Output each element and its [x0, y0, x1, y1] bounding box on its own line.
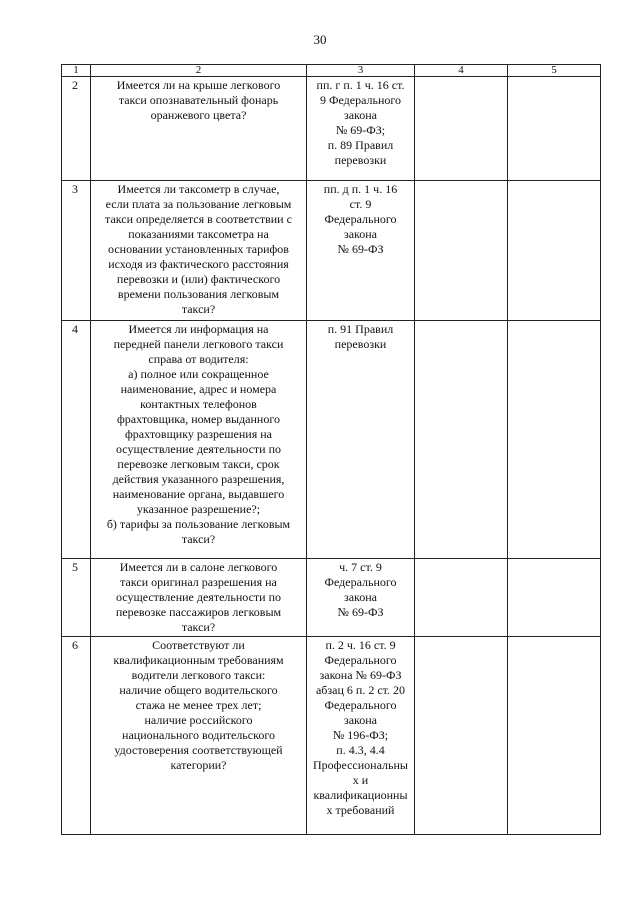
row-number-cell: 4 [62, 321, 91, 559]
answer-cell-col5[interactable] [508, 559, 601, 637]
question-line: такси? [181, 302, 216, 316]
legal-reference-cell [307, 321, 415, 559]
question-line: категории? [170, 758, 227, 772]
legal-reference-cell [307, 181, 415, 321]
question-line: Имеется ли таксометр в случае, [117, 182, 280, 196]
question-line: осуществление деятельности по [115, 590, 281, 604]
question-line: действия указанного разрешения, [112, 472, 285, 486]
table-row [62, 559, 601, 637]
legal-reference-cell [307, 77, 415, 181]
question-line: Имеется ли информация на [128, 322, 269, 336]
question-line: перевозке пассажиров легковым [115, 605, 282, 619]
reference-line: Федерального [324, 575, 397, 589]
row-number-cell: 6 [62, 637, 91, 835]
question-cell [91, 77, 307, 181]
page-number: 30 [313, 32, 327, 47]
question-line: если плата за пользование легковым [105, 197, 292, 211]
question-line: основании установленных тарифов [108, 242, 289, 256]
question-line: указанное разрешение?; [136, 502, 261, 516]
answer-cell-col4[interactable] [415, 77, 508, 181]
header-cell-1: 1 [62, 65, 91, 77]
question-line: времени пользования легковым [117, 287, 280, 301]
reference-line: п. 91 Правил [327, 322, 394, 336]
answer-cell-col5[interactable] [508, 321, 601, 559]
reference-line: пп. д п. 1 ч. 16 [323, 182, 398, 196]
header-cell-2: 2 [91, 65, 307, 77]
reference-line: закона [343, 227, 378, 241]
question-line: перевозки и (или) фактического [116, 272, 281, 286]
answer-cell-col5[interactable] [508, 637, 601, 835]
question-line: Имеется ли в салоне легкового [119, 560, 278, 574]
question-line: исходя из фактического расстояния [108, 257, 289, 271]
reference-line: перевозки [334, 337, 387, 351]
legal-reference-cell [307, 637, 415, 835]
answer-cell-col5[interactable] [508, 181, 601, 321]
question-line: такси опознавательный фонарь [118, 93, 279, 107]
question-line: показаниями таксометра на [128, 227, 269, 241]
reference-line: х требований [326, 803, 395, 817]
answer-cell-col4[interactable] [415, 637, 508, 835]
reference-line: Профессиональны [313, 758, 408, 772]
reference-line: абзац 6 п. 2 ст. 20 [315, 683, 405, 697]
table-row [62, 637, 601, 835]
table-header-row [62, 65, 601, 77]
question-cell [91, 559, 307, 637]
question-line: такси определяется в соответствии с [105, 212, 292, 226]
reference-line: Федерального [324, 698, 397, 712]
reference-line: пп. г п. 1 ч. 16 ст. [316, 78, 405, 92]
answer-cell-col4[interactable] [415, 559, 508, 637]
reference-line: закона [343, 108, 378, 122]
reference-line: п. 4.3, 4.4 [336, 743, 385, 757]
question-line: б) тарифы за пользование легковым [106, 517, 291, 531]
question-line: наличие общего водительского [119, 683, 278, 697]
reference-line: п. 89 Правил [327, 138, 394, 152]
table-body [62, 65, 601, 835]
reference-line: ч. 7 ст. 9 [339, 560, 382, 574]
table-row [62, 77, 601, 181]
reference-line: 9 Федерального [319, 93, 402, 107]
reference-line: № 69-ФЗ [337, 242, 384, 256]
reference-line: закона [343, 590, 378, 604]
reference-line: перевозки [334, 153, 387, 167]
reference-line: х и [352, 773, 369, 787]
question-line: перевозке легковым такси, срок [117, 457, 280, 471]
question-line: оранжевого цвета? [150, 108, 247, 122]
question-line: такси? [181, 532, 216, 546]
reference-line: закона № 69-ФЗ [319, 668, 402, 682]
question-line: национального водительского [122, 728, 275, 742]
answer-cell-col4[interactable] [415, 181, 508, 321]
question-cell [91, 321, 307, 559]
question-line: наименование, адрес и номера [120, 382, 277, 396]
checklist-table [61, 64, 601, 835]
question-line: наличие российского [144, 713, 253, 727]
question-line: водители легкового такси: [131, 668, 266, 682]
answer-cell-col4[interactable] [415, 321, 508, 559]
row-number-cell: 5 [62, 559, 91, 637]
reference-line: ст. 9 [349, 197, 372, 211]
question-line: Имеется ли на крыше легкового [116, 78, 281, 92]
row-number-cell: 2 [62, 77, 91, 181]
question-cell [91, 637, 307, 835]
table-row [62, 181, 601, 321]
header-cell-3: 3 [307, 65, 415, 77]
legal-reference-cell [307, 559, 415, 637]
question-line: Соответствуют ли [152, 638, 245, 652]
reference-line: № 69-ФЗ; [335, 123, 386, 137]
reference-line: п. 2 ч. 16 ст. 9 [325, 638, 396, 652]
row-number-cell: 3 [62, 181, 91, 321]
question-cell [91, 181, 307, 321]
question-line: удостоверения соответствующей [114, 743, 283, 757]
question-line: такси оригинал разрешения на [120, 575, 277, 589]
reference-line: № 69-ФЗ [337, 605, 384, 619]
question-line: осуществление деятельности по [115, 442, 281, 456]
question-line: фрахтовщика, номер выданного [117, 412, 280, 426]
header-cell-4: 4 [415, 65, 508, 77]
reference-line: квалификационны [313, 788, 408, 802]
reference-line: Федерального [324, 212, 397, 226]
reference-line: закона [343, 713, 378, 727]
reference-line: № 196-ФЗ; [332, 728, 389, 742]
reference-line: Федерального [324, 653, 397, 667]
table-row [62, 321, 601, 559]
header-cell-5: 5 [508, 65, 601, 77]
question-line: фрахтовщику разрешения на [125, 427, 272, 441]
question-line: справа от водителя: [148, 352, 249, 366]
question-line: такси? [181, 620, 216, 634]
question-line: передней панели легкового такси [113, 337, 284, 351]
question-line: контактных телефонов [140, 397, 257, 411]
question-line: квалификационным требованиям [113, 653, 284, 667]
question-line: наименование органа, выдавшего [112, 487, 285, 501]
answer-cell-col5[interactable] [508, 77, 601, 181]
question-line: стажа не менее трех лет; [135, 698, 262, 712]
question-line: а) полное или сокращенное [128, 367, 269, 381]
